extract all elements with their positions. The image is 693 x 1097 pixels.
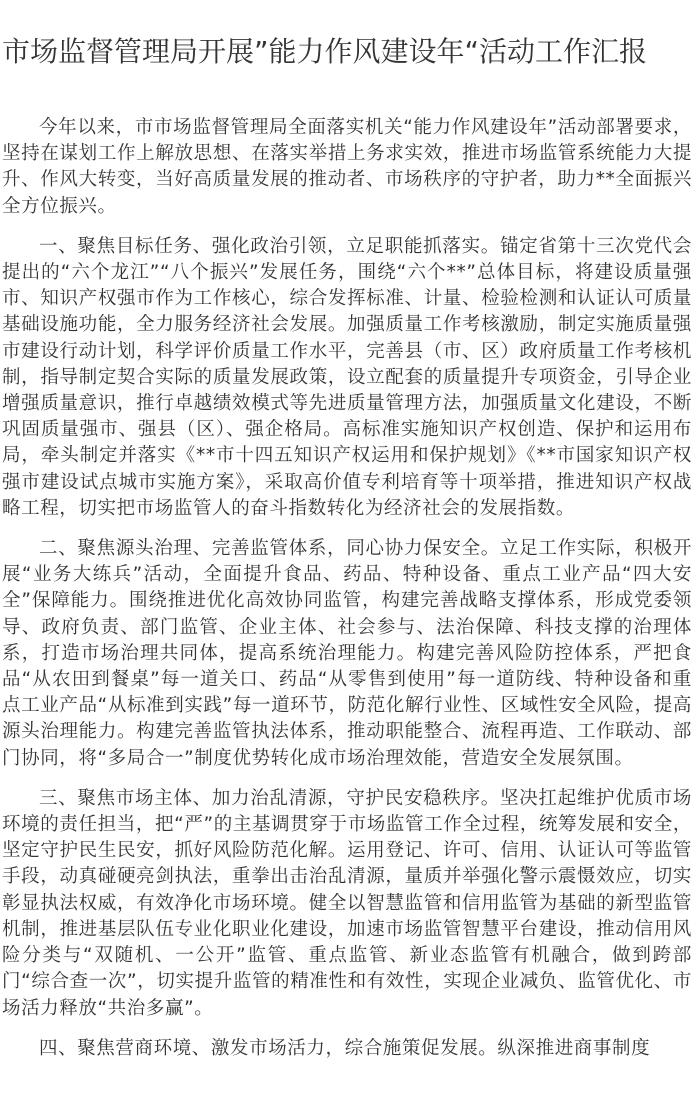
article-body [2,115,692,1076]
paragraph-section-3: 三、聚焦市场主体、加力治乱清源，守护民安稳秩序。坚决扛起维护优质市场环境的责任担当，把“严”的主基调贯穿于市场监管工作全过程，统筹发展和安全，坚定守护民生民安，抓好风险防范化解。运用登记、许可、信用、认证认可等监管手段，动真碰硬亮剑执法，重拳出击治乱清源，量质并举强化警示震慑效应，切实彰显执法权威，有效净化市场环境。健全以智慧监管和信用监管为基础的新型监管机制，推进基层队伍专业化职业化建设，加速市场监管智慧平台建设，推动信用风险分类与“双随机、一公开”监管、重点监管、新业态监管有机融合，做到跨部门“综合查一次”，切实提升监管的精准性和有效性，实现企业减负、监管优化、市场活力释放“共治多赢”。 [2,787,692,1019]
paragraph-section-4: 四、聚焦营商环境、激发市场活力，综合施策促发展。纵深推进商事制度 [39,1037,651,1059]
article-title: 市场监督管理局开展”能力作风建设年“活动工作汇报 [2,35,648,68]
paragraph-section-1: 一、聚焦目标任务、强化政治引领，立足职能抓落实。锚定省第十三次党代会提出的“六个龙江”“八个振兴”发展任务，围绕“六个**”总体目标，将建设质量强市、知识产权强市作为工作核心，综合发挥标准、计量、检验检测和认证认可质量基础设施功能，全力服务经济社会发展。加强质量工作考核激励，制定实施质量强市建设行动计划，科学评价质量工作水平，完善县（市、区）政府质量工作考核机制，指导制定契合实际的质量发展政策，设立配套的质量提升专项资金，引导企业增强质量意识，推行卓越绩效模式等先进质量管理方法，加强质量文化建设，不断巩固质量强市、强县（区）、强企格局。高标准实施知识产权创造、保护和运用布局，牵头制定并落实《**市十四五知识产权运用和保护规划》《**市国家知识产权强市建设试点城市实施方案》，采取高价值专利培育等十项举措，推进知识产权战略工程，切实把市场监管人的奋斗指数转化为经济社会的发展指数。 [2,235,692,519]
paragraph-section-2: 二、聚焦源头治理、完善监管体系，同心协力保安全。立足工作实际，积极开展“业务大练兵”活动，全面提升食品、药品、特种设备、重点工业产品“四大安全”保障能力。围绕推进优化高效协同监管，构建完善战略支撑体系，形成党委领导、政府负责、部门监管、企业主体、社会参与、法治保障、科技支撑的治理体系，打造市场治理共同体，提高系统治理能力。构建完善风险防控体系，严把食品“从农田到餐桌”每一道关口、药品“从零售到使用”每一道防线、特种设备和重点工业产品“从标准到实践”每一道环节，防范化解行业性、区域性安全风险，提高源头治理能力。构建完善监管执法体系，推动职能整合、流程再造、工作联动、部门协同，将“多局合一”制度优势转化成市场治理效能，营造安全发展氛围。 [2,538,692,769]
paragraph-intro: 今年以来，市市场监督管理局全面落实机关“能力作风建设年”活动部署要求，坚持在谋划工作上解放思想、在落实举措上务求实效，推进市场监管系统能力大提升、作风大转变，当好高质量发展的推动者、市场秩序的守护者，助力**全面振兴全方位振兴。 [2,117,692,217]
